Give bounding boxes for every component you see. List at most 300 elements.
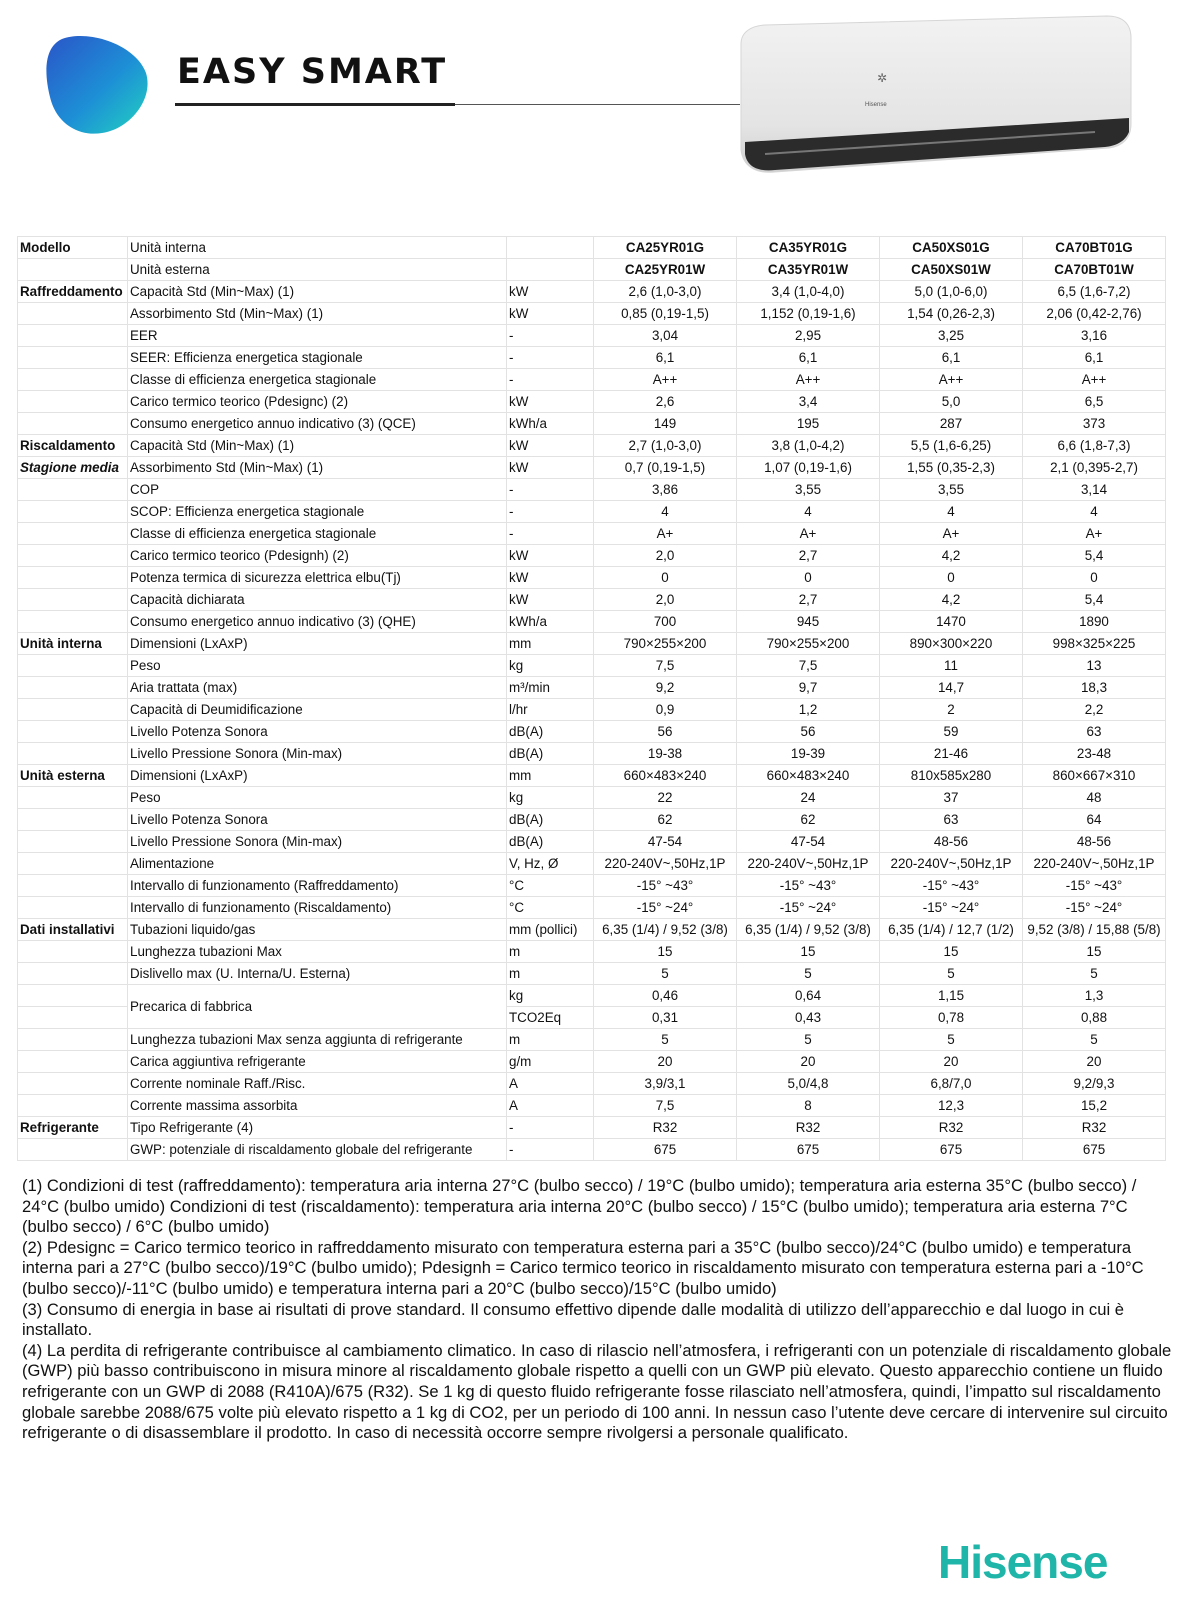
value-cell: 2,6: [594, 391, 737, 413]
label-cell: Intervallo di funzionamento (Raffreddamento): [128, 875, 507, 897]
table-row: [18, 523, 1166, 545]
unit-cell: dB(A): [507, 721, 594, 743]
label-cell: Potenza termica di sicurezza elettrica elbu(Tj): [128, 567, 507, 589]
label-cell: EER: [128, 325, 507, 347]
table-row: [18, 413, 1166, 435]
value-cell: 660×483×240: [594, 765, 737, 787]
value-cell: 2,7: [737, 589, 880, 611]
value-cell: 0,64: [737, 985, 880, 1007]
value-cell: 19-39: [737, 743, 880, 765]
table-row: [18, 347, 1166, 369]
value-cell: 5: [1023, 963, 1166, 985]
section-cell: [18, 1139, 128, 1161]
value-cell: 5: [737, 963, 880, 985]
value-cell: CA25YR01G: [594, 237, 737, 259]
label-cell: Tipo Refrigerante (4): [128, 1117, 507, 1139]
section-cell: [18, 545, 128, 567]
label-cell: Peso: [128, 787, 507, 809]
label-cell: GWP: potenziale di riscaldamento globale del refrigerante: [128, 1139, 507, 1161]
value-cell: 4: [737, 501, 880, 523]
table-row: [18, 457, 1166, 479]
label-cell: Livello Potenza Sonora: [128, 809, 507, 831]
section-cell: [18, 1073, 128, 1095]
value-cell: 2,95: [737, 325, 880, 347]
value-cell: 1470: [880, 611, 1023, 633]
value-cell: 48: [1023, 787, 1166, 809]
value-cell: 1,2: [737, 699, 880, 721]
table-row: [18, 721, 1166, 743]
value-cell: 3,86: [594, 479, 737, 501]
value-cell: 195: [737, 413, 880, 435]
value-cell: 4: [880, 501, 1023, 523]
value-cell: 3,16: [1023, 325, 1166, 347]
value-cell: 48-56: [880, 831, 1023, 853]
unit-cell: kW: [507, 435, 594, 457]
value-cell: 5,5 (1,6-6,25): [880, 435, 1023, 457]
value-cell: 675: [880, 1139, 1023, 1161]
section-cell: Stagione media: [18, 457, 128, 479]
svg-text:✲: ✲: [877, 71, 888, 85]
value-cell: 4: [1023, 501, 1166, 523]
value-cell: 1890: [1023, 611, 1166, 633]
value-cell: 675: [737, 1139, 880, 1161]
value-cell: 220-240V~,50Hz,1P: [594, 853, 737, 875]
table-row: [18, 633, 1166, 655]
value-cell: A+: [737, 523, 880, 545]
value-cell: 860×667×310: [1023, 765, 1166, 787]
label-cell: Classe di efficienza energetica stagionale: [128, 523, 507, 545]
section-cell: [18, 501, 128, 523]
table-row: [18, 237, 1166, 259]
value-cell: 14,7: [880, 677, 1023, 699]
value-cell: 1,54 (0,26-2,3): [880, 303, 1023, 325]
value-cell: -15° ~43°: [594, 875, 737, 897]
unit-cell: -: [507, 1117, 594, 1139]
value-cell: 5: [594, 963, 737, 985]
section-cell: [18, 1051, 128, 1073]
brand-blob-logo: [44, 33, 148, 135]
table-row: [18, 787, 1166, 809]
label-cell: Livello Pressione Sonora (Min-max): [128, 831, 507, 853]
label-cell: Unità interna: [128, 237, 507, 259]
label-cell: Capacità Std (Min~Max) (1): [128, 281, 507, 303]
label-cell: Alimentazione: [128, 853, 507, 875]
section-cell: [18, 1029, 128, 1051]
section-cell: [18, 655, 128, 677]
section-cell: [18, 325, 128, 347]
value-cell: A++: [1023, 369, 1166, 391]
value-cell: 12,3: [880, 1095, 1023, 1117]
value-cell: 0,43: [737, 1007, 880, 1029]
unit-cell: l/hr: [507, 699, 594, 721]
value-cell: 790×255×200: [737, 633, 880, 655]
value-cell: 810x585x280: [880, 765, 1023, 787]
table-row: [18, 391, 1166, 413]
value-cell: 8: [737, 1095, 880, 1117]
value-cell: 18,3: [1023, 677, 1166, 699]
value-cell: A+: [594, 523, 737, 545]
unit-cell: [507, 237, 594, 259]
footnote: (1) Condizioni di test (raffreddamento): temperatura aria interna 27°C (bulbo secco) / 19°C (bulbo umido); temperatura aria esterna 35°C (bulbo secco) / 24°C (bulbo umido) Condizioni di test (riscaldamento): temperatura aria interna 20°C (bulbo secco) / 15°C (bulbo umido); temperatura aria esterna 7°C (bulbo secco) / 6°C (bulbo umido): [22, 1176, 1137, 1237]
value-cell: -15° ~24°: [880, 897, 1023, 919]
value-cell: 15: [1023, 941, 1166, 963]
label-cell: Assorbimento Std (Min~Max) (1): [128, 457, 507, 479]
table-row: [18, 743, 1166, 765]
value-cell: 5,0/4,8: [737, 1073, 880, 1095]
label-cell: Carico termico teorico (Pdesignc) (2): [128, 391, 507, 413]
unit-cell: A: [507, 1095, 594, 1117]
section-cell: [18, 347, 128, 369]
section-cell: [18, 303, 128, 325]
value-cell: 19-38: [594, 743, 737, 765]
value-cell: 9,2: [594, 677, 737, 699]
value-cell: 790×255×200: [594, 633, 737, 655]
section-cell: [18, 259, 128, 281]
value-cell: -15° ~24°: [1023, 897, 1166, 919]
value-cell: 945: [737, 611, 880, 633]
ac-brand-label: Hisense: [865, 102, 887, 108]
value-cell: 0,46: [594, 985, 737, 1007]
section-cell: [18, 853, 128, 875]
section-cell: [18, 391, 128, 413]
value-cell: 700: [594, 611, 737, 633]
unit-cell: -: [507, 523, 594, 545]
value-cell: 3,4: [737, 391, 880, 413]
unit-cell: kW: [507, 545, 594, 567]
section-cell: Unità interna: [18, 633, 128, 655]
value-cell: 13: [1023, 655, 1166, 677]
label-cell: Dislivello max (U. Interna/U. Esterna): [128, 963, 507, 985]
value-cell: 1,55 (0,35-2,3): [880, 457, 1023, 479]
value-cell: 20: [1023, 1051, 1166, 1073]
value-cell: CA50XS01W: [880, 259, 1023, 281]
label-cell: COP: [128, 479, 507, 501]
value-cell: 0: [880, 567, 1023, 589]
label-cell: SCOP: Efficienza energetica stagionale: [128, 501, 507, 523]
table-row: [18, 853, 1166, 875]
value-cell: 23-48: [1023, 743, 1166, 765]
value-cell: 0: [737, 567, 880, 589]
section-cell: Unità esterna: [18, 765, 128, 787]
value-cell: 37: [880, 787, 1023, 809]
unit-cell: -: [507, 347, 594, 369]
value-cell: 2: [880, 699, 1023, 721]
value-cell: 3,55: [737, 479, 880, 501]
label-cell: Consumo energetico annuo indicativo (3) (QCE): [128, 413, 507, 435]
section-cell: [18, 743, 128, 765]
value-cell: 64: [1023, 809, 1166, 831]
section-cell: [18, 897, 128, 919]
table-row: [18, 1139, 1166, 1161]
table-row: [18, 611, 1166, 633]
value-cell: 149: [594, 413, 737, 435]
value-cell: A++: [880, 369, 1023, 391]
value-cell: 1,07 (0,19-1,6): [737, 457, 880, 479]
table-row: [18, 369, 1166, 391]
value-cell: 660×483×240: [737, 765, 880, 787]
table-row: [18, 435, 1166, 457]
unit-cell: V, Hz, Ø: [507, 853, 594, 875]
unit-cell: -: [507, 1139, 594, 1161]
table-row: [18, 589, 1166, 611]
table-row: [18, 655, 1166, 677]
table-row: [18, 303, 1166, 325]
value-cell: A+: [880, 523, 1023, 545]
air-conditioner-image: [735, 14, 1135, 180]
unit-cell: kW: [507, 567, 594, 589]
value-cell: -15° ~24°: [737, 897, 880, 919]
table-row: [18, 1073, 1166, 1095]
label-cell: Capacità Std (Min~Max) (1): [128, 435, 507, 457]
value-cell: 2,6 (1,0-3,0): [594, 281, 737, 303]
value-cell: 890×300×220: [880, 633, 1023, 655]
unit-cell: -: [507, 325, 594, 347]
value-cell: 6,1: [880, 347, 1023, 369]
unit-cell: kWh/a: [507, 611, 594, 633]
value-cell: 5,4: [1023, 545, 1166, 567]
value-cell: CA35YR01G: [737, 237, 880, 259]
value-cell: 6,1: [594, 347, 737, 369]
value-cell: 59: [880, 721, 1023, 743]
table-row: [18, 919, 1166, 941]
value-cell: 21-46: [880, 743, 1023, 765]
table-row: [18, 501, 1166, 523]
label-cell: Livello Potenza Sonora: [128, 721, 507, 743]
section-cell: [18, 589, 128, 611]
unit-cell: TCO2Eq: [507, 1007, 594, 1029]
label-cell: Precarica di fabbrica: [128, 985, 507, 1029]
value-cell: R32: [1023, 1117, 1166, 1139]
section-cell: [18, 875, 128, 897]
value-cell: 2,0: [594, 545, 737, 567]
unit-cell: m: [507, 941, 594, 963]
label-cell: Livello Pressione Sonora (Min-max): [128, 743, 507, 765]
table-row: [18, 281, 1166, 303]
label-cell: Corrente nominale Raff./Risc.: [128, 1073, 507, 1095]
label-cell: Peso: [128, 655, 507, 677]
section-cell: [18, 1007, 128, 1029]
label-cell: SEER: Efficienza energetica stagionale: [128, 347, 507, 369]
value-cell: 3,55: [880, 479, 1023, 501]
value-cell: 6,35 (1/4) / 12,7 (1/2): [880, 919, 1023, 941]
value-cell: 2,7: [737, 545, 880, 567]
value-cell: 6,6 (1,8-7,3): [1023, 435, 1166, 457]
unit-cell: m: [507, 1029, 594, 1051]
value-cell: 675: [594, 1139, 737, 1161]
table-row: [18, 1095, 1166, 1117]
value-cell: R32: [880, 1117, 1023, 1139]
value-cell: 56: [737, 721, 880, 743]
label-cell: Capacità dichiarata: [128, 589, 507, 611]
value-cell: 0: [594, 567, 737, 589]
section-cell: [18, 831, 128, 853]
value-cell: 2,7 (1,0-3,0): [594, 435, 737, 457]
value-cell: 3,14: [1023, 479, 1166, 501]
unit-cell: -: [507, 369, 594, 391]
unit-cell: kW: [507, 391, 594, 413]
unit-cell: kW: [507, 281, 594, 303]
value-cell: CA50XS01G: [880, 237, 1023, 259]
value-cell: CA25YR01W: [594, 259, 737, 281]
value-cell: 48-56: [1023, 831, 1166, 853]
value-cell: 6,35 (1/4) / 9,52 (3/8): [594, 919, 737, 941]
label-cell: Lunghezza tubazioni Max senza aggiunta di refrigerante: [128, 1029, 507, 1051]
unit-cell: °C: [507, 897, 594, 919]
value-cell: 15: [880, 941, 1023, 963]
value-cell: 0,78: [880, 1007, 1023, 1029]
unit-cell: mm: [507, 633, 594, 655]
label-cell: Assorbimento Std (Min~Max) (1): [128, 303, 507, 325]
table-row: [18, 325, 1166, 347]
value-cell: 2,1 (0,395-2,7): [1023, 457, 1166, 479]
value-cell: 1,3: [1023, 985, 1166, 1007]
value-cell: 0,7 (0,19-1,5): [594, 457, 737, 479]
value-cell: 24: [737, 787, 880, 809]
value-cell: 9,2/9,3: [1023, 1073, 1166, 1095]
table-row: [18, 985, 1166, 1007]
section-cell: [18, 611, 128, 633]
value-cell: 3,4 (1,0-4,0): [737, 281, 880, 303]
table-row: [18, 1051, 1166, 1073]
value-cell: 11: [880, 655, 1023, 677]
table-row: [18, 941, 1166, 963]
value-cell: 5: [880, 1029, 1023, 1051]
value-cell: 5,4: [1023, 589, 1166, 611]
unit-cell: kg: [507, 787, 594, 809]
value-cell: CA35YR01W: [737, 259, 880, 281]
value-cell: R32: [737, 1117, 880, 1139]
value-cell: 15: [737, 941, 880, 963]
value-cell: 3,8 (1,0-4,2): [737, 435, 880, 457]
unit-cell: mm (pollici): [507, 919, 594, 941]
table-row: [18, 875, 1166, 897]
value-cell: 220-240V~,50Hz,1P: [880, 853, 1023, 875]
label-cell: Aria trattata (max): [128, 677, 507, 699]
value-cell: 4,2: [880, 589, 1023, 611]
unit-cell: kWh/a: [507, 413, 594, 435]
section-cell: Dati installativi: [18, 919, 128, 941]
value-cell: -15° ~43°: [737, 875, 880, 897]
label-cell: Lunghezza tubazioni Max: [128, 941, 507, 963]
value-cell: 5,0 (1,0-6,0): [880, 281, 1023, 303]
value-cell: 3,25: [880, 325, 1023, 347]
value-cell: 2,2: [1023, 699, 1166, 721]
value-cell: 9,7: [737, 677, 880, 699]
page-title: EASY SMART: [177, 52, 448, 92]
section-cell: [18, 809, 128, 831]
label-cell: Capacità di Deumidificazione: [128, 699, 507, 721]
table-row: [18, 567, 1166, 589]
value-cell: 15: [594, 941, 737, 963]
unit-cell: °C: [507, 875, 594, 897]
unit-cell: A: [507, 1073, 594, 1095]
value-cell: 220-240V~,50Hz,1P: [1023, 853, 1166, 875]
unit-cell: kW: [507, 457, 594, 479]
unit-cell: m³/min: [507, 677, 594, 699]
hisense-logo: Hisense: [938, 1536, 1108, 1588]
value-cell: 20: [737, 1051, 880, 1073]
value-cell: 6,35 (1/4) / 9,52 (3/8): [737, 919, 880, 941]
label-cell: Dimensioni (LxAxP): [128, 765, 507, 787]
value-cell: 0,85 (0,19-1,5): [594, 303, 737, 325]
value-cell: 4: [594, 501, 737, 523]
value-cell: 6,1: [737, 347, 880, 369]
value-cell: 0,31: [594, 1007, 737, 1029]
value-cell: 9,52 (3/8) / 15,88 (5/8): [1023, 919, 1166, 941]
table-row: [18, 765, 1166, 787]
value-cell: 5: [880, 963, 1023, 985]
section-cell: Riscaldamento: [18, 435, 128, 457]
table-row: [18, 1117, 1166, 1139]
label-cell: Classe di efficienza energetica stagionale: [128, 369, 507, 391]
unit-cell: dB(A): [507, 809, 594, 831]
value-cell: 63: [880, 809, 1023, 831]
value-cell: 20: [594, 1051, 737, 1073]
table-row: [18, 809, 1166, 831]
table-row: [18, 479, 1166, 501]
section-cell: [18, 677, 128, 699]
value-cell: 22: [594, 787, 737, 809]
section-cell: Modello: [18, 237, 128, 259]
table-row: [18, 897, 1166, 919]
value-cell: 0: [1023, 567, 1166, 589]
value-cell: 5: [737, 1029, 880, 1051]
value-cell: 56: [594, 721, 737, 743]
header-rule: [455, 104, 740, 105]
unit-cell: mm: [507, 765, 594, 787]
section-cell: [18, 567, 128, 589]
section-cell: [18, 941, 128, 963]
label-cell: Dimensioni (LxAxP): [128, 633, 507, 655]
unit-cell: g/m: [507, 1051, 594, 1073]
footnote: (4) La perdita di refrigerante contribuisce al cambiamento climatico. In caso di rilascio nell’atmosfera, i refrigeranti con un potenziale di riscaldamento globale (GWP) più basso contribuiscono in misura minore al riscaldamento globale rispetto a quelli con un GWP più elevato. Questo apparecchio contiene un fluido refrigerante con un GWP di 2088 (R410A)/675 (R32). Se 1 kg di questo fluido refrigerante fosse rilasciato nell’atmosfera, quindi, l’impatto sul riscaldamento globale sarebbe 2088/675 volte più elevato rispetto a 1 kg di CO2, per un periodo di 100 anni. In nessun caso l’utente deve cercare di intervenire sul circuito refrigerante o di disassemblare il prodotto. In caso di necessità occorre sempre rivolgersi a personale qualificato.: [22, 1340, 1172, 1443]
unit-cell: -: [507, 479, 594, 501]
value-cell: 220-240V~,50Hz,1P: [737, 853, 880, 875]
spec-table: [17, 236, 1166, 1161]
table-row: [18, 963, 1166, 985]
label-cell: Corrente massima assorbita: [128, 1095, 507, 1117]
value-cell: 675: [1023, 1139, 1166, 1161]
value-cell: 47-54: [594, 831, 737, 853]
table-row: [18, 1029, 1166, 1051]
unit-cell: -: [507, 501, 594, 523]
value-cell: 2,0: [594, 589, 737, 611]
unit-cell: m: [507, 963, 594, 985]
value-cell: 7,5: [737, 655, 880, 677]
value-cell: 998×325×225: [1023, 633, 1166, 655]
section-cell: [18, 699, 128, 721]
value-cell: 62: [737, 809, 880, 831]
value-cell: 7,5: [594, 655, 737, 677]
value-cell: 0,88: [1023, 1007, 1166, 1029]
value-cell: -15° ~24°: [594, 897, 737, 919]
footnote: (2) Pdesignc = Carico termico teorico in raffreddamento misurato con temperatura esterna pari a 35°C (bulbo secco)/24°C (bulbo umido) e temperatura interna pari a 27°C (bulbo secco)/19°C (bulbo umido); Pdesignh = Carico termico teorico in riscaldamento misurato con temperatura esterna pari a -10°C (bulbo secco)/-11°C (bulbo umido) e temperatura interna pari a 20°C (bulbo secco)/15°C (bulbo umido): [22, 1237, 1144, 1298]
value-cell: 5: [1023, 1029, 1166, 1051]
value-cell: CA70BT01W: [1023, 259, 1166, 281]
value-cell: 1,15: [880, 985, 1023, 1007]
footnotes: [22, 1176, 1172, 1444]
value-cell: 62: [594, 809, 737, 831]
label-cell: Carico termico teorico (Pdesignh) (2): [128, 545, 507, 567]
table-row: [18, 831, 1166, 853]
value-cell: -15° ~43°: [1023, 875, 1166, 897]
section-cell: [18, 721, 128, 743]
table-row: [18, 545, 1166, 567]
unit-cell: kg: [507, 985, 594, 1007]
value-cell: 15,2: [1023, 1095, 1166, 1117]
unit-cell: kW: [507, 303, 594, 325]
value-cell: A+: [1023, 523, 1166, 545]
